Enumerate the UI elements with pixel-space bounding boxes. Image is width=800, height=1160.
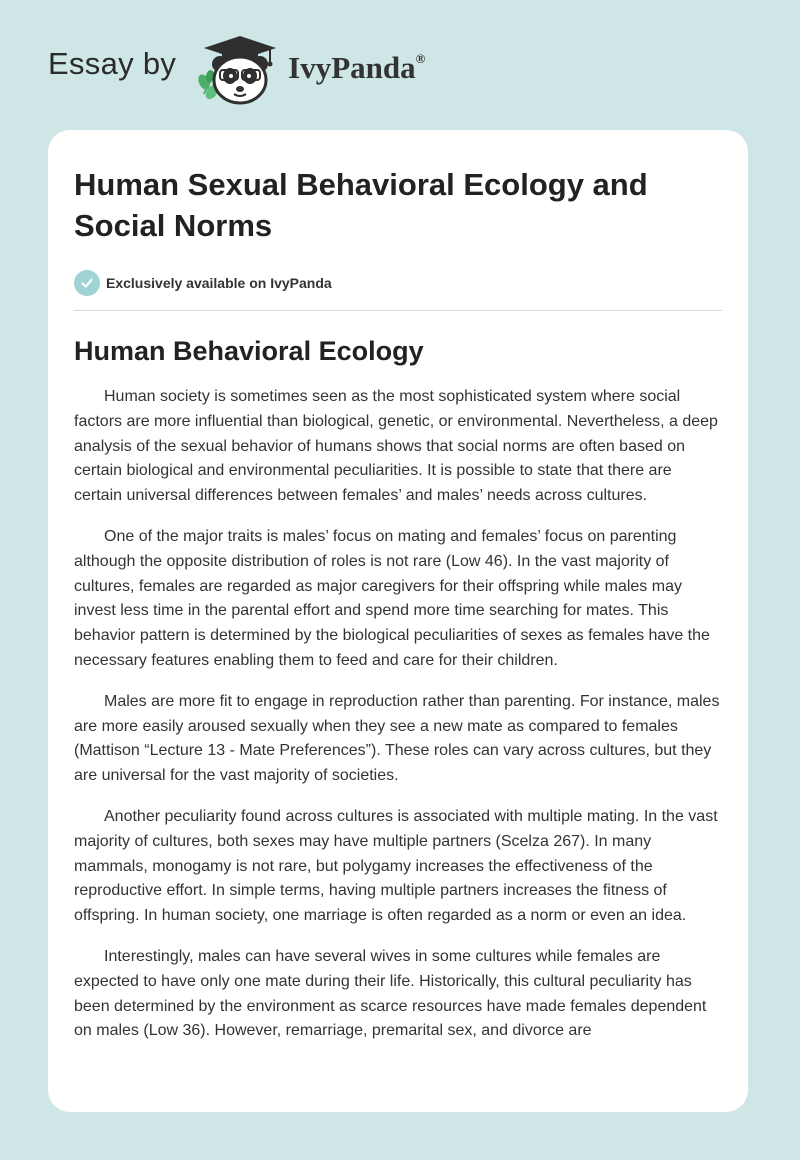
- checkmark-icon: [74, 270, 100, 296]
- essay-by-label: Essay by: [48, 46, 177, 81]
- body-paragraph: Human society is sometimes seen as the most sophisticated system where social factors are more influential than biological, genetic, or environmental. Nevertheless, a deep analysis of the sexual behavior of humans shows that social norms are often based on certain biological and environmental peculiarities. It is possible to state that there are certain universal differences between females’ and males’ needs across cultures.: [74, 388, 718, 505]
- brand-logo[interactable]: [48, 34, 425, 106]
- brand-name: [288, 50, 425, 86]
- body-paragraph: Interestingly, males can have several wives in some cultures while females are expected to have only one mate during their life. Historically, this cultural peculiarity has been determined by the environment as scarce resources have made females dependent on males (Low 36). However, remarriage, premarital sex, and divorce are: [74, 947, 707, 1040]
- body-paragraph: One of the major traits is males’ focus on mating and females’ focus on parenting although the opposite distribution of roles is not rare (Low 46). In the vast majority of cultures, females are regarded as major caregivers for their offspring while males may invest less time in the parental effort and spend more time searching for mates. This behavior pattern is determined by the biological peculiarities of sexes as females have the necessary features enabling them to feed and care for their children.: [74, 527, 710, 669]
- exclusive-badge: [74, 270, 722, 311]
- body-paragraph: Another peculiarity found across cultures is associated with multiple mating. In the vast majority of cultures, both sexes may have multiple partners (Scelza 267). In many mammals, monogamy is not rare, but polygamy increases the effectiveness of the reproductive effort. In simple terms, having multiple partners increases the fitness of offspring. In human society, one marriage is often regarded as a norm or even an idea.: [74, 807, 718, 925]
- brand-name-text: IvyPanda: [288, 50, 416, 85]
- registered-mark: ®: [415, 50, 426, 66]
- site-header: [0, 0, 800, 130]
- essay-title: Human Sexual Behavioral Ecology and Social Norms: [74, 167, 648, 243]
- essay-card: [48, 130, 748, 1112]
- panda-logo-icon: [190, 34, 282, 106]
- exclusive-badge-label: Exclusively available on IvyPanda: [106, 275, 332, 291]
- section-heading: Human Behavioral Ecology: [74, 336, 424, 366]
- body-paragraph: Males are more fit to engage in reproduction rather than parenting. For instance, males are more easily aroused sexually when they see a new mate as compared to females (Mattison “Lecture 13 - Mate Preferences”). These roles can vary across cultures, but they are universal for the vast majority of societies.: [74, 692, 720, 785]
